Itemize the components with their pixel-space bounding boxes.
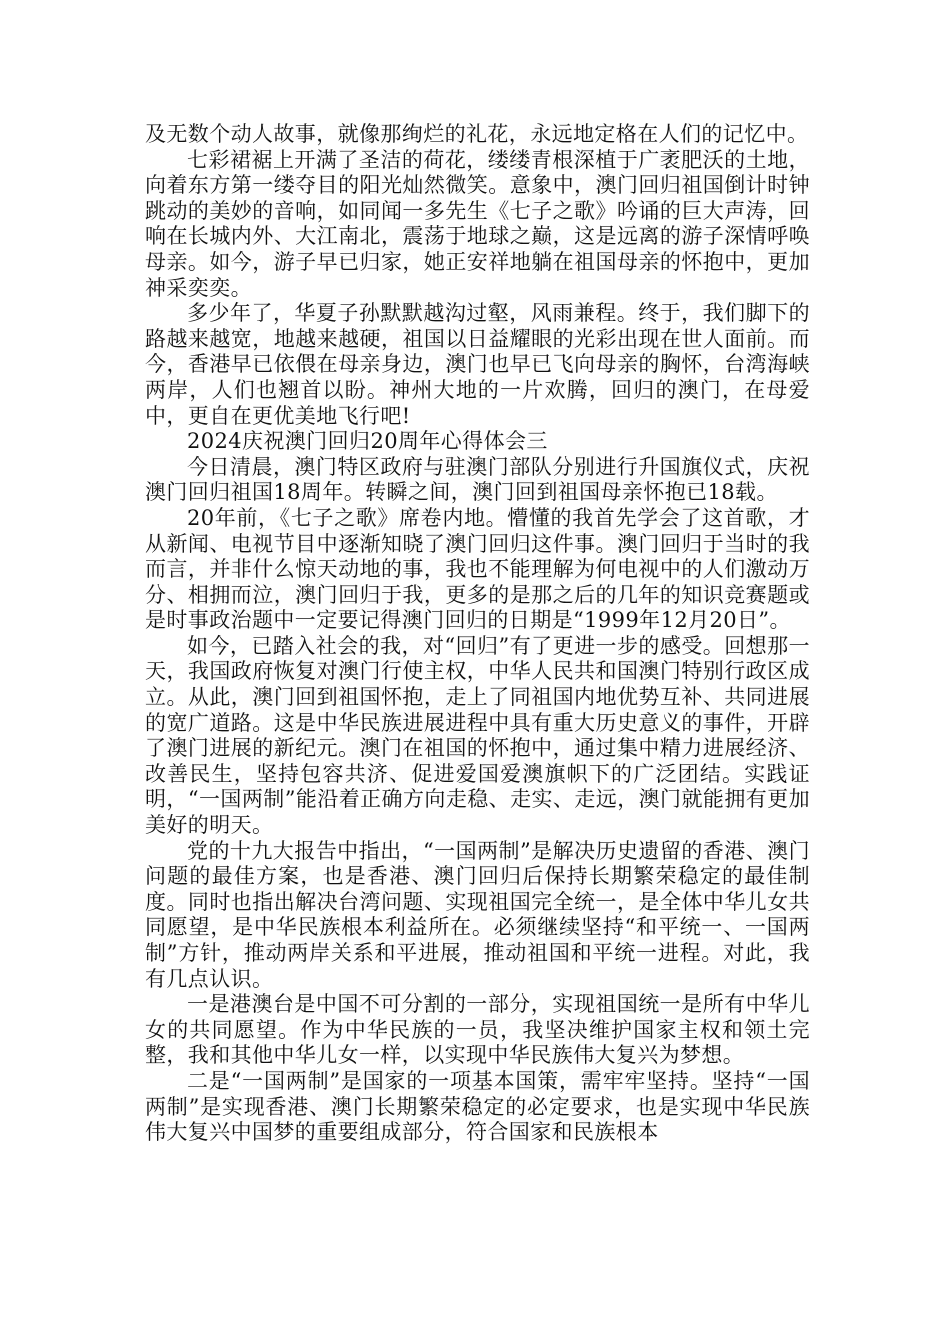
section-heading: 2024庆祝澳门回归20周年心得体会三 [187, 429, 548, 454]
paragraph-7: 如今，已踏入社会的我，对“回归”有了更进一步的感受。回想那一天，我国政府恢复对澳门行使主权，中华人民共和国澳门特别行政区成立。从此，澳门回到祖国怀抱，走上了同祖国内地优势互补、共同进展的宽广道路。这是中华民族进展进程中具有重大历史意义的事件，开辟了澳门进展的新纪元。澳门在祖国的怀抱中，通过集中精力进展经济、改善民生，坚持包容共济、促进爱国爱澳旗帜下的广泛团结。实践证明，“一国两制”能沿着正确方向走稳、走实、走远，澳门就能拥有更加美好的明天。 [145, 633, 810, 838]
paragraph-6: 20年前，《七子之歌》席卷内地。懵懂的我首先学会了这首歌，才从新闻、电视节目中逐渐知晓了澳门回归这件事。澳门回归于当时的我而言，并非什么惊天动地的事，我也不能理解为何电视中的人们激动万分、相拥而泣，澳门回归于我，更多的是那之后的几年的知识竞赛题或是时事政治题中一定要记得澳门回归的日期是“1999年12月20日”。 [145, 505, 810, 633]
paragraph-5: 今日清晨，澳门特区政府与驻澳门部队分别进行升国旗仪式，庆祝澳门回归祖国18周年。转瞬之间，澳门回到祖国母亲怀抱已18载。 [145, 454, 810, 505]
paragraph-3: 多少年了，华夏子孙默默越沟过壑，风雨兼程。终于，我们脚下的路越来越宽，地越来越硬，祖国以日益耀眼的光彩出现在世人面前。而今，香港早已依偎在母亲身边，澳门也早已飞向母亲的胸怀，台湾海峡两岸，人们也翘首以盼。神州大地的一片欢腾，回归的澳门，在母爱中，更自在更优美地飞行吧! [145, 301, 810, 428]
paragraph-10: 二是“一国两制”是国家的一项基本国策，需牢牢坚持。坚持“一国两制”是实现香港、澳门长期繁荣稳定的必定要求，也是实现中华民族伟大复兴中国梦的重要组成部分，符合国家和民族根本 [145, 1068, 810, 1145]
paragraph-8: 党的十九大报告中指出，“一国两制”是解决历史遗留的香港、澳门问题的最佳方案，也是香港、澳门回归后保持长期繁荣稳定的最佳制度。同时也指出解决台湾问题、实现祖国完全统一，是全体中华儿女共同愿望，是中华民族根本利益所在。必须继续坚持“和平统一、一国两制”方针，推动两岸关系和平进展，推动祖国和平统一进程。对此，我有几点认识。 [145, 838, 810, 991]
paragraph-9: 一是港澳台是中国不可分割的一部分，实现祖国统一是所有中华儿女的共同愿望。作为中华民族的一员，我坚决维护国家主权和领土完整，我和其他中华儿女一样，以实现中华民族伟大复兴为梦想。 [145, 992, 810, 1068]
paragraph-1: 及无数个动人故事，就像那绚烂的礼花，永远地定格在人们的记忆中。 [145, 122, 809, 146]
document-body [145, 122, 810, 1146]
paragraph-2: 七彩裙裾上开满了圣洁的荷花，缕缕青根深植于广袤肥沃的土地，向着东方第一缕夺目的阳光灿然微笑。意象中，澳门回归祖国倒计时钟跳动的美妙的音响，如同闻一多先生《七子之歌》吟诵的巨大声涛，回响在长城内外、大江南北，震荡于地球之巅，这是远离的游子深情呼唤母亲。如今，游子早已归家，她正安祥地躺在祖国母亲的怀抱中，更加神采奕奕。 [145, 147, 810, 300]
